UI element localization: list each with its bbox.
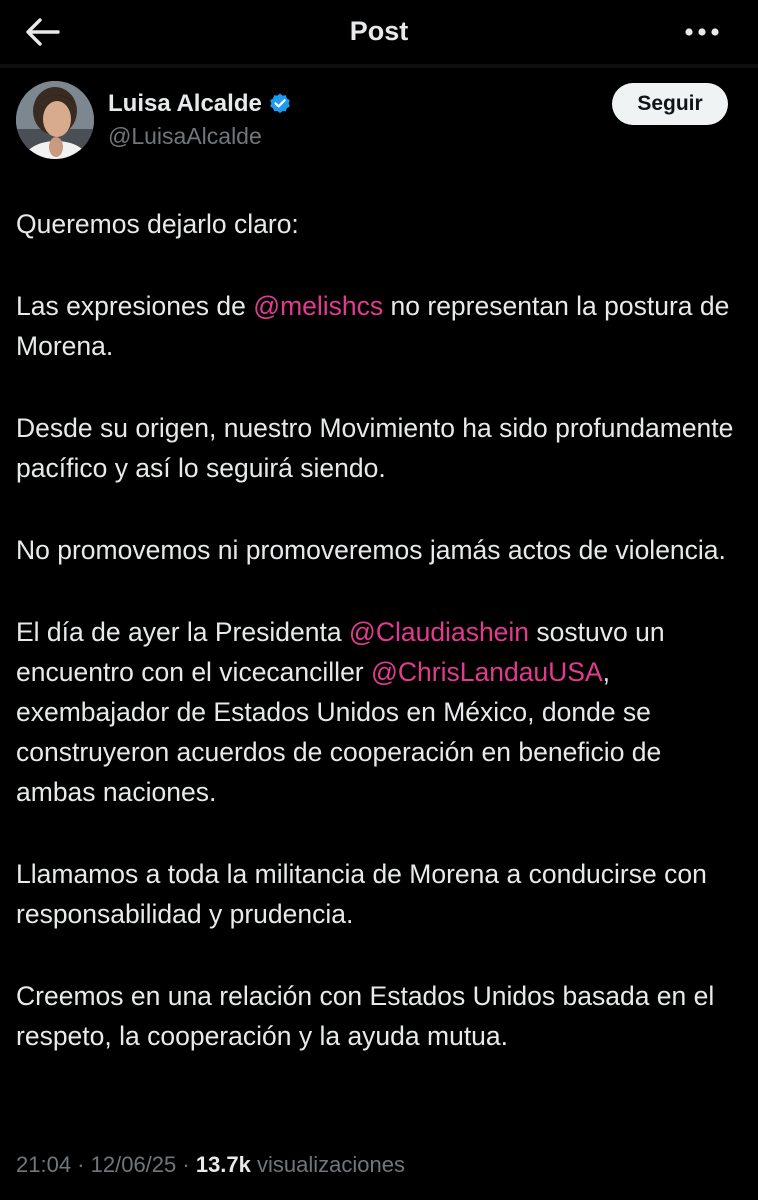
follow-button[interactable]: Seguir <box>612 83 728 125</box>
avatar[interactable] <box>16 81 94 159</box>
post-paragraph: No promovemos ni promoveremos jamás actos de violencia. <box>16 535 726 565</box>
author-name[interactable]: Luisa Alcalde <box>108 90 262 117</box>
text-segment: Las expresiones de <box>16 291 254 321</box>
author-name-row <box>108 88 292 120</box>
post-time[interactable]: 21:04 <box>16 1152 72 1177</box>
more-horizontal-icon <box>684 27 720 37</box>
views-count[interactable]: 13.7k <box>195 1152 251 1177</box>
meta-separator: · <box>176 1152 196 1177</box>
post-metadata <box>16 1150 405 1180</box>
text-segment: sostuvo un encuentro con el vicecanciller <box>16 617 665 687</box>
text-segment: no representan la postura de Morena. <box>16 291 730 361</box>
more-options-button[interactable] <box>682 20 722 44</box>
post-paragraph: Llamamos a toda la militancia de Morena a conducirse con responsabilidad y prudencia. <box>16 859 707 929</box>
meta-separator: · <box>71 1152 91 1177</box>
top-bar <box>0 0 758 64</box>
post-paragraph: Creemos en una relación con Estados Unidos basada en el respeto, la cooperación y la ayuda mutua. <box>16 981 715 1051</box>
author-handle[interactable]: @LuisaAlcalde <box>108 123 262 149</box>
verified-badge-icon <box>268 92 292 116</box>
text-segment: , exembajador de Estados Unidos en México, donde se construyeron acuerdos de cooperación en beneficio de ambas naciones. <box>16 657 662 807</box>
post-text <box>16 204 746 1098</box>
page-title: Post <box>349 16 409 46</box>
mention-link[interactable]: @Claudiashein <box>348 617 530 647</box>
text-segment: El día de ayer la Presidenta <box>16 617 349 647</box>
mention-link[interactable]: @ChrisLandauUSA <box>371 657 603 687</box>
mention-link[interactable]: @melishcs <box>253 291 384 321</box>
header-divider <box>0 64 758 68</box>
post-date[interactable]: 12/06/25 <box>90 1152 177 1177</box>
views-label: visualizaciones <box>250 1152 405 1177</box>
post-paragraph: Desde su origen, nuestro Movimiento ha sido profundamente pacífico y así lo seguirá siendo. <box>16 413 734 483</box>
post-paragraph <box>16 286 746 366</box>
post-paragraph <box>16 612 746 812</box>
post-paragraph: Queremos dejarlo claro: <box>16 209 299 239</box>
